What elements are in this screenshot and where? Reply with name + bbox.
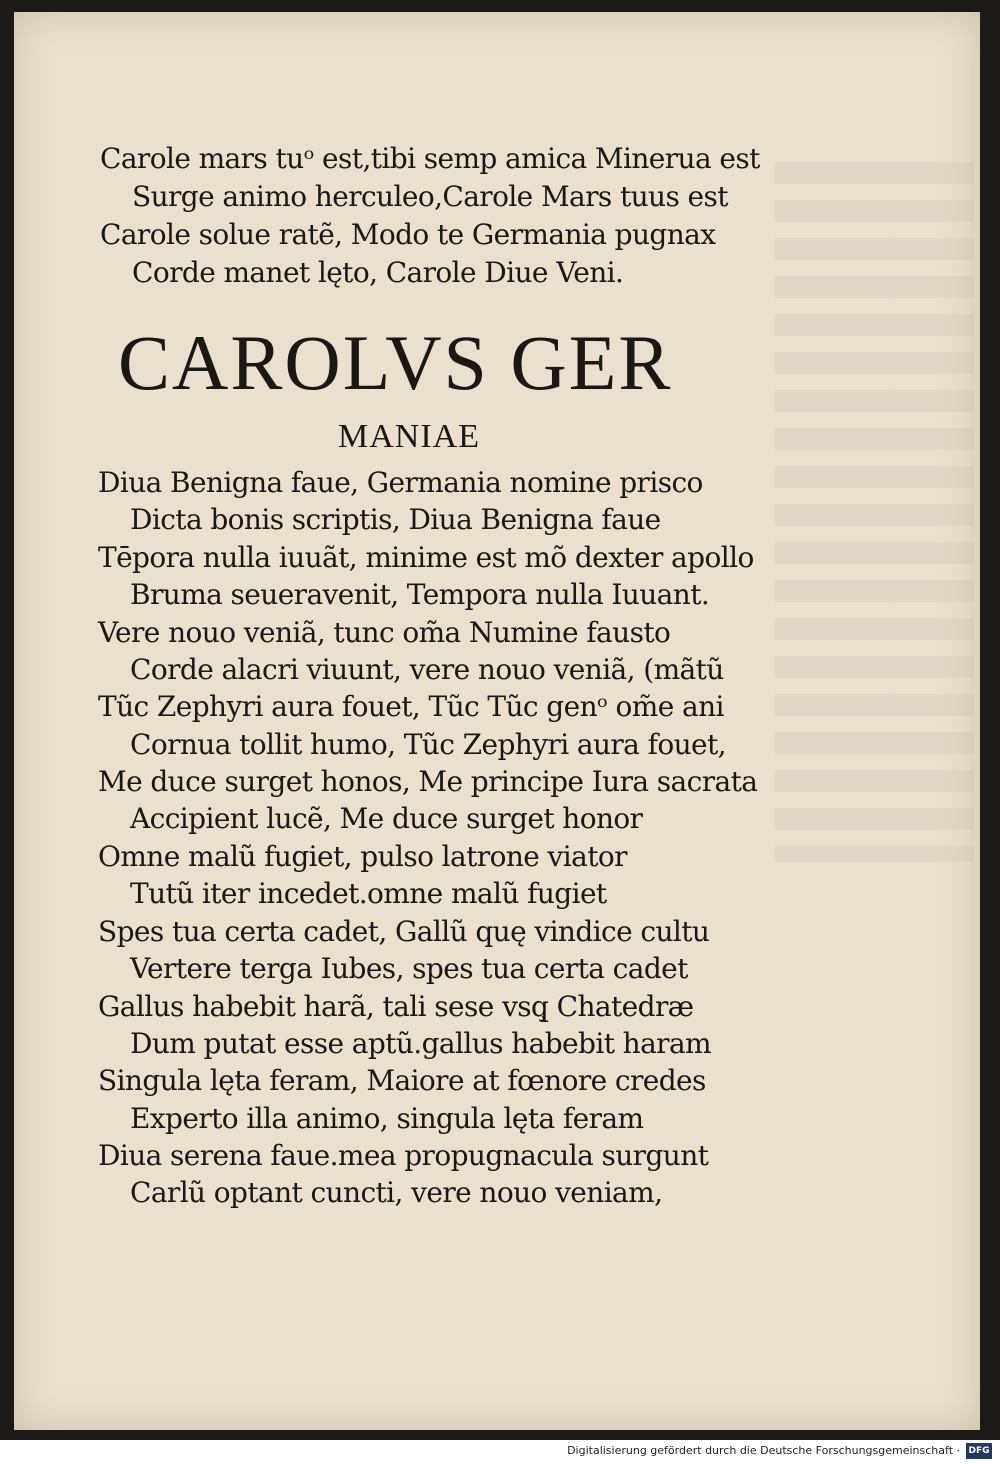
poem-line-10: Accipient lucẽ, Me duce surget honor <box>130 802 643 835</box>
poem-line-6: Corde alacri viuunt, vere nouo veniã, (mãtũ <box>130 653 724 686</box>
poem-line-9: Me duce surget honos, Me principe Iura sacrata <box>98 765 758 798</box>
digitization-credit: Digitalisierung gefördert durch die Deutsche Forschungsgemeinschaft · <box>567 1444 960 1457</box>
show-through-text <box>774 162 974 862</box>
poem-line-20: Carlũ optant cuncti, vere nouo veniam, <box>130 1176 663 1209</box>
poem-line-11: Omne malũ fugiet, pulso latrone viator <box>98 840 627 873</box>
poem-line-13: Spes tua certa cadet, Gallũ quę vindice cultu <box>98 915 710 948</box>
poem-line-17: Singula lęta feram, Maiore at fœnore credes <box>98 1064 706 1097</box>
page-subheading: MANIAE <box>338 418 480 455</box>
opening-line-1: Carole mars tuᵒ est,tibi semp amica Minerua est <box>100 142 760 175</box>
opening-line-2: Surge animo herculeo,Carole Mars tuus est <box>132 180 728 213</box>
poem-line-4: Bruma seueravenit, Tempora nulla Iuuant. <box>130 578 710 611</box>
page-headline: CAROLVS GER <box>118 319 673 406</box>
poem-line-1: Diua Benigna faue, Germania nomine prisco <box>98 466 703 499</box>
poem-line-19: Diua serena faue.mea propugnacula surgunt <box>98 1139 709 1172</box>
poem-line-16: Dum putat esse aptũ.gallus habebit haram <box>130 1027 712 1060</box>
poem-line-7: Tũc Zephyri aura fouet, Tũc Tũc genᵒ om̃e ani <box>98 690 724 723</box>
poem-line-2: Dicta bonis scriptis, Diua Benigna faue <box>130 503 661 536</box>
poem-line-5: Vere nouo veniã, tunc om̃a Numine fausto <box>98 616 671 649</box>
poem-line-18: Experto illa animo, singula lęta feram <box>130 1102 644 1135</box>
footer-bar <box>0 1440 1000 1464</box>
poem-line-3: Tēpora nulla iuuãt, minime est mõ dexter apollo <box>98 541 754 574</box>
poem-line-8: Cornua tollit humo, Tũc Zephyri aura fouet, <box>130 728 726 761</box>
poem-line-15: Gallus habebit harã, tali sese vsq̧ Chatedræ <box>98 990 694 1023</box>
dfg-logo: DFG <box>966 1443 992 1459</box>
opening-line-4: Corde manet lęto, Carole Diue Veni. <box>132 256 624 289</box>
poem-line-14: Vertere terga Iubes, spes tua certa cadet <box>130 952 688 985</box>
opening-line-3: Carole solue ratẽ, Modo te Germania pugnax <box>100 218 716 251</box>
poem-line-12: Tutũ iter incedet.omne malũ fugiet <box>130 877 607 910</box>
